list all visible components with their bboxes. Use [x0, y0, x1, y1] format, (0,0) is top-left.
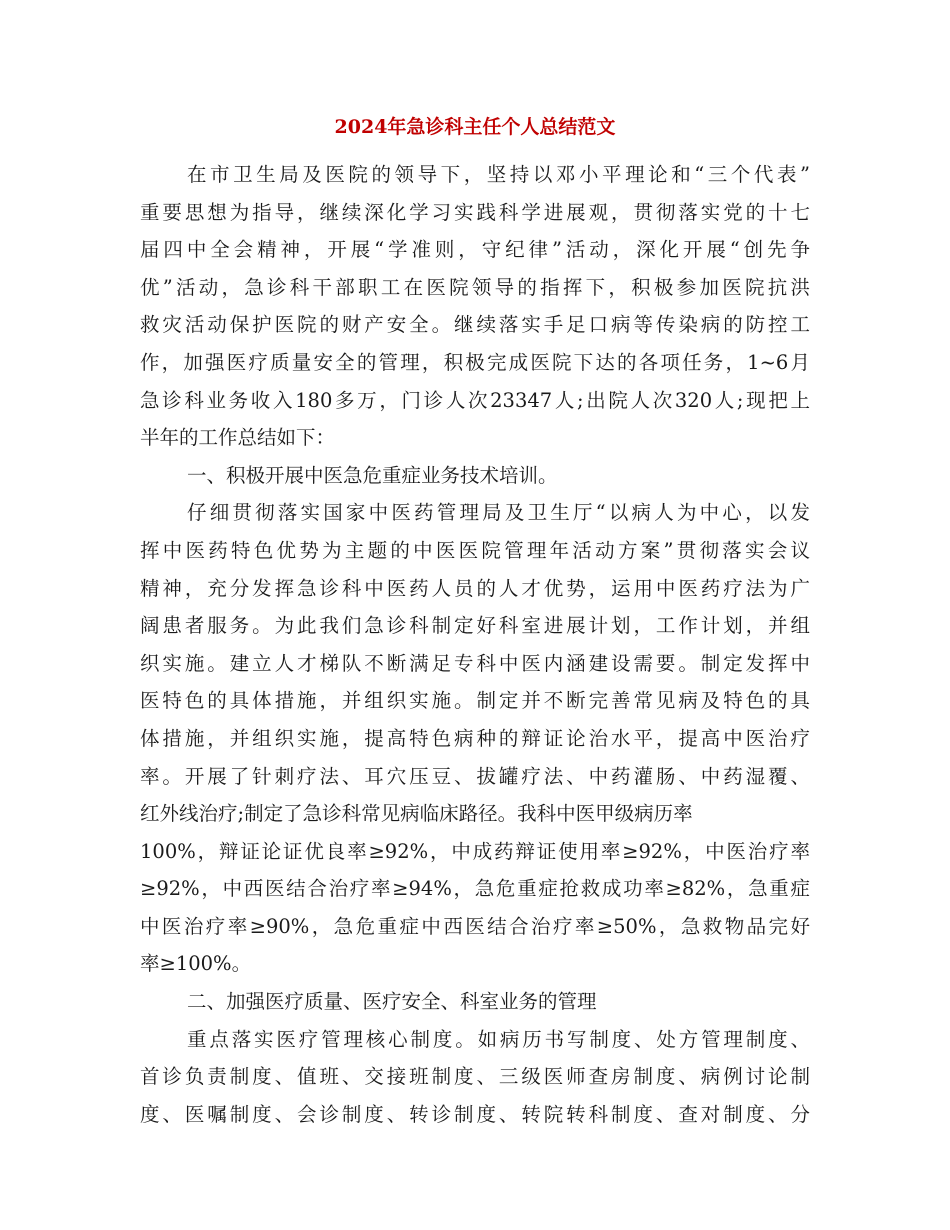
body-text-line: 挥中医药特色优势为主题的中医医院管理年活动方案”贯彻落实会议	[140, 538, 810, 562]
body-text-line: 率≥100%。	[140, 952, 252, 976]
body-text-line: 在市卫生局及医院的领导下，坚持以邓小平理论和“三个代表”	[187, 163, 810, 186]
body-text-line: 救灾活动保护医院的财产安全。继续落实手足口病等传染病的防控工	[140, 313, 810, 337]
body-text-line: 届四中全会精神，开展“学准则，守纪律”活动，深化开展“创先争	[140, 238, 810, 262]
document-body	[140, 156, 810, 1133]
body-text-line: 体措施，并组织实施，提高特色病种的辩证论治水平，提高中医治疗	[140, 726, 810, 750]
body-text-line: 作，加强医疗质量安全的管理，积极完成医院下达的各项任务，1~6月	[140, 350, 810, 374]
body-text-line: 中医治疗率≥90%，急危重症中西医结合治疗率≥50%，急救物品完好	[140, 914, 810, 938]
body-text-line: 仔细贯彻落实国家中医药管理局及卫生厅“以病人为中心，以发	[187, 501, 810, 525]
body-text-line: 重点落实医疗管理核心制度。如病历书写制度、处方管理制度、	[187, 1027, 810, 1051]
body-text-line: 精神，充分发挥急诊科中医药人员的人才优势，运用中医药疗法为广	[140, 576, 810, 600]
body-text-line: 度、医嘱制度、会诊制度、转诊制度、转院转科制度、查对制度、分	[140, 1102, 810, 1126]
body-text-line: 一、积极开展中医急危重症业务技术培训。	[187, 463, 558, 487]
body-text-line: 红外线治疗;制定了急诊科常见病临床路径。我科中医甲级病历率	[140, 802, 693, 826]
body-text-line: 医特色的具体措施，并组织实施。制定并不断完善常见病及特色的具	[140, 689, 810, 713]
body-text-line: 100%，辩证论证优良率≥92%，中成药辩证使用率≥92%，中医治疗率	[140, 839, 810, 863]
body-text-line: 重要思想为指导，继续深化学习实践科学进展观，贯彻落实党的十七	[140, 200, 810, 224]
body-text-line: 织实施。建立人才梯队不断满足专科中医内涵建设需要。制定发挥中	[140, 651, 810, 675]
body-text-line: 半年的工作总结如下：	[140, 426, 336, 450]
body-text-line: 急诊科业务收入180多万，门诊人次23347人;出院人次320人;现把上	[140, 388, 810, 412]
body-text-line: ≥92%，中西医结合治疗率≥94%，急危重症抢救成功率≥82%，急重症	[140, 877, 810, 901]
body-text-line: 首诊负责制度、值班、交接班制度、三级医师查房制度、病例讨论制	[140, 1065, 810, 1089]
document-title: 2024年急诊科主任个人总结范文	[334, 116, 616, 138]
body-text-line: 率。开展了针刺疗法、耳穴压豆、拔罐疗法、中药灌肠、中药湿覆、	[140, 764, 810, 788]
body-text-line: 二、加强医疗质量、医疗安全、科室业务的管理	[187, 990, 597, 1014]
body-text-line: 阔患者服务。为此我们急诊科制定好科室进展计划，工作计划，并组	[140, 614, 810, 638]
body-text-line: 优”活动，急诊科干部职工在医院领导的指挥下，积极参加医院抗洪	[140, 275, 810, 299]
